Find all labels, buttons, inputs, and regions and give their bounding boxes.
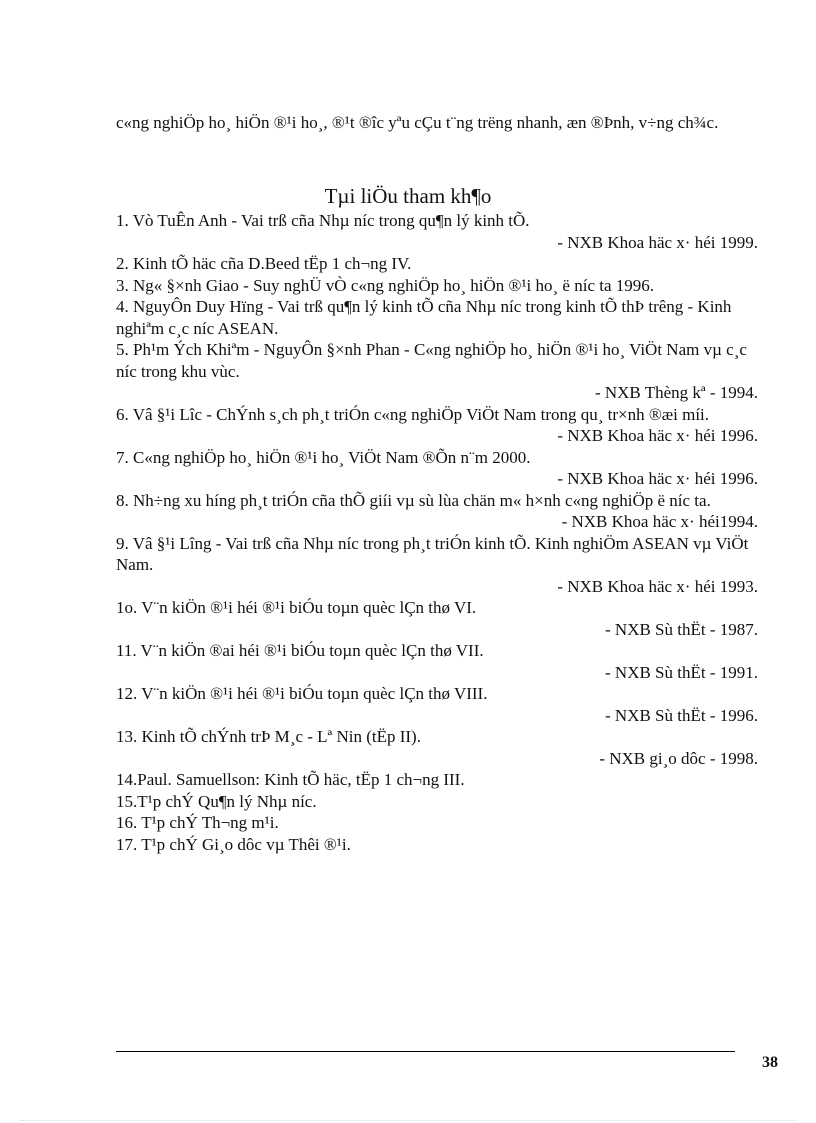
reference-text: 16. T¹p chÝ Th¬ng m¹i. <box>116 813 279 832</box>
reference-item <box>116 834 758 856</box>
footer-rule <box>116 1051 735 1052</box>
reference-text: 12. V¨n kiÖn ®¹i héi ®¹i biÓu toµn quèc lÇn thø VIII. <box>116 684 488 703</box>
reference-text: 4. NguyÔn Duy Hïng - Vai trß qu¶n lý kinh tÕ cña Nhµ níc trong kinh tÕ thÞ trêng - Kinh nghiªm c¸c níc ASEAN. <box>116 297 732 338</box>
reference-item <box>116 296 758 339</box>
reference-source: - NXB Sù thËt - 1991. <box>605 662 758 682</box>
reference-source: - NXB Khoa häc x· héi 1996. <box>557 426 758 445</box>
reference-item <box>116 791 758 813</box>
reference-source: - NXB Khoa häc x· héi 1993. <box>557 576 758 596</box>
reference-text: 8. Nh÷ng xu híng ph¸t triÓn cña thÕ giíi vµ sù lùa chän m« h×nh c«ng nghiÖp ë níc ta. <box>116 490 711 510</box>
reference-item <box>116 339 758 404</box>
reference-item <box>116 533 758 598</box>
reference-item <box>116 683 758 726</box>
references-heading: Tµi liÖu tham kh¶o <box>324 184 492 208</box>
reference-item <box>116 447 758 490</box>
reference-source: - NXB Sù thËt - 1987. <box>605 619 758 639</box>
reference-text: 1. Vò TuÊn Anh - Vai trß cña Nhµ níc trong qu¶n lý kinh tÕ. <box>116 211 530 230</box>
reference-list <box>116 210 758 855</box>
reference-text: 2. Kinh tÕ häc cña D.Beed tËp 1 ch¬ng IV. <box>116 254 412 273</box>
page-number: 38 <box>762 1054 778 1071</box>
reference-item <box>116 253 758 275</box>
reference-item <box>116 812 758 834</box>
reference-text: 13. Kinh tÕ chÝnh trÞ M¸c - Lª Nin (tËp II). <box>116 727 421 746</box>
reference-item <box>116 597 758 640</box>
reference-source: - NXB gi¸o dôc - 1998. <box>599 748 758 768</box>
intro-paragraph: c«ng nghiÖp ho¸ hiÖn ®¹i ho¸, ®¹t ®îc yªu cÇu t¨ng trëng nhanh, æn ®Þnh, v÷ng ch¾c. <box>116 113 719 132</box>
reference-text: 14.Paul. Samuellson: Kinh tÕ häc, tËp 1 ch¬ng III. <box>116 770 465 789</box>
reference-source: - NXB Sù thËt - 1996. <box>605 705 758 725</box>
reference-text: 17. T¹p chÝ Gi¸o dôc vµ Thêi ®¹i. <box>116 834 351 854</box>
reference-text: 11. V¨n kiÖn ®ai héi ®¹i biÓu toµn quèc lÇn thø VII. <box>116 641 484 660</box>
reference-item <box>116 490 758 533</box>
reference-source: - NXB Khoa häc x· héi 1996. <box>557 469 758 488</box>
reference-item <box>116 726 758 769</box>
reference-source: - NXB Khoa häc x· héi 1999. <box>557 232 758 252</box>
page-bottom-divider <box>20 1120 796 1121</box>
reference-source: - NXB Khoa häc x· héi1994. <box>561 512 758 531</box>
reference-item <box>116 769 758 791</box>
reference-text: 7. C«ng nghiÖp ho¸ hiÖn ®¹i ho¸ ViÖt Nam ®Õn n¨m 2000. <box>116 447 531 467</box>
reference-source: - NXB Thèng kª - 1994. <box>594 383 758 402</box>
reference-item <box>116 404 758 447</box>
reference-item <box>116 210 758 253</box>
reference-text: 5. Ph¹m Ých Khiªm - NguyÔn §×nh Phan - C«ng nghiÖp ho¸ hiÖn ®¹i ho¸ ViÖt Nam vµ c¸c níc trong khu vùc. <box>116 340 747 381</box>
reference-text: 6. Vâ §¹i Lîc - ChÝnh s¸ch ph¸t triÓn c«ng nghiÖp ViÖt Nam trong qu¸ tr×nh ®æi míi. <box>116 404 710 424</box>
reference-item <box>116 640 758 683</box>
reference-text: 15.T¹p chÝ Qu¶n lý Nhµ níc. <box>116 791 317 811</box>
reference-text: 1o. V¨n kiÖn ®¹i héi ®¹i biÓu toµn quèc lÇn thø VI. <box>116 598 477 617</box>
reference-item <box>116 275 758 297</box>
reference-text: 9. Vâ §¹i Lîng - Vai trß cña Nhµ níc trong ph¸t triÓn kinh tÕ. Kinh nghiÖm ASEAN vµ ViÖt Nam. <box>116 533 749 574</box>
reference-text: 3. Ng« §×nh Giao - Suy nghÜ vÒ c«ng nghiÖp ho¸ hiÖn ®¹i ho¸ ë níc ta 1996. <box>116 275 655 295</box>
